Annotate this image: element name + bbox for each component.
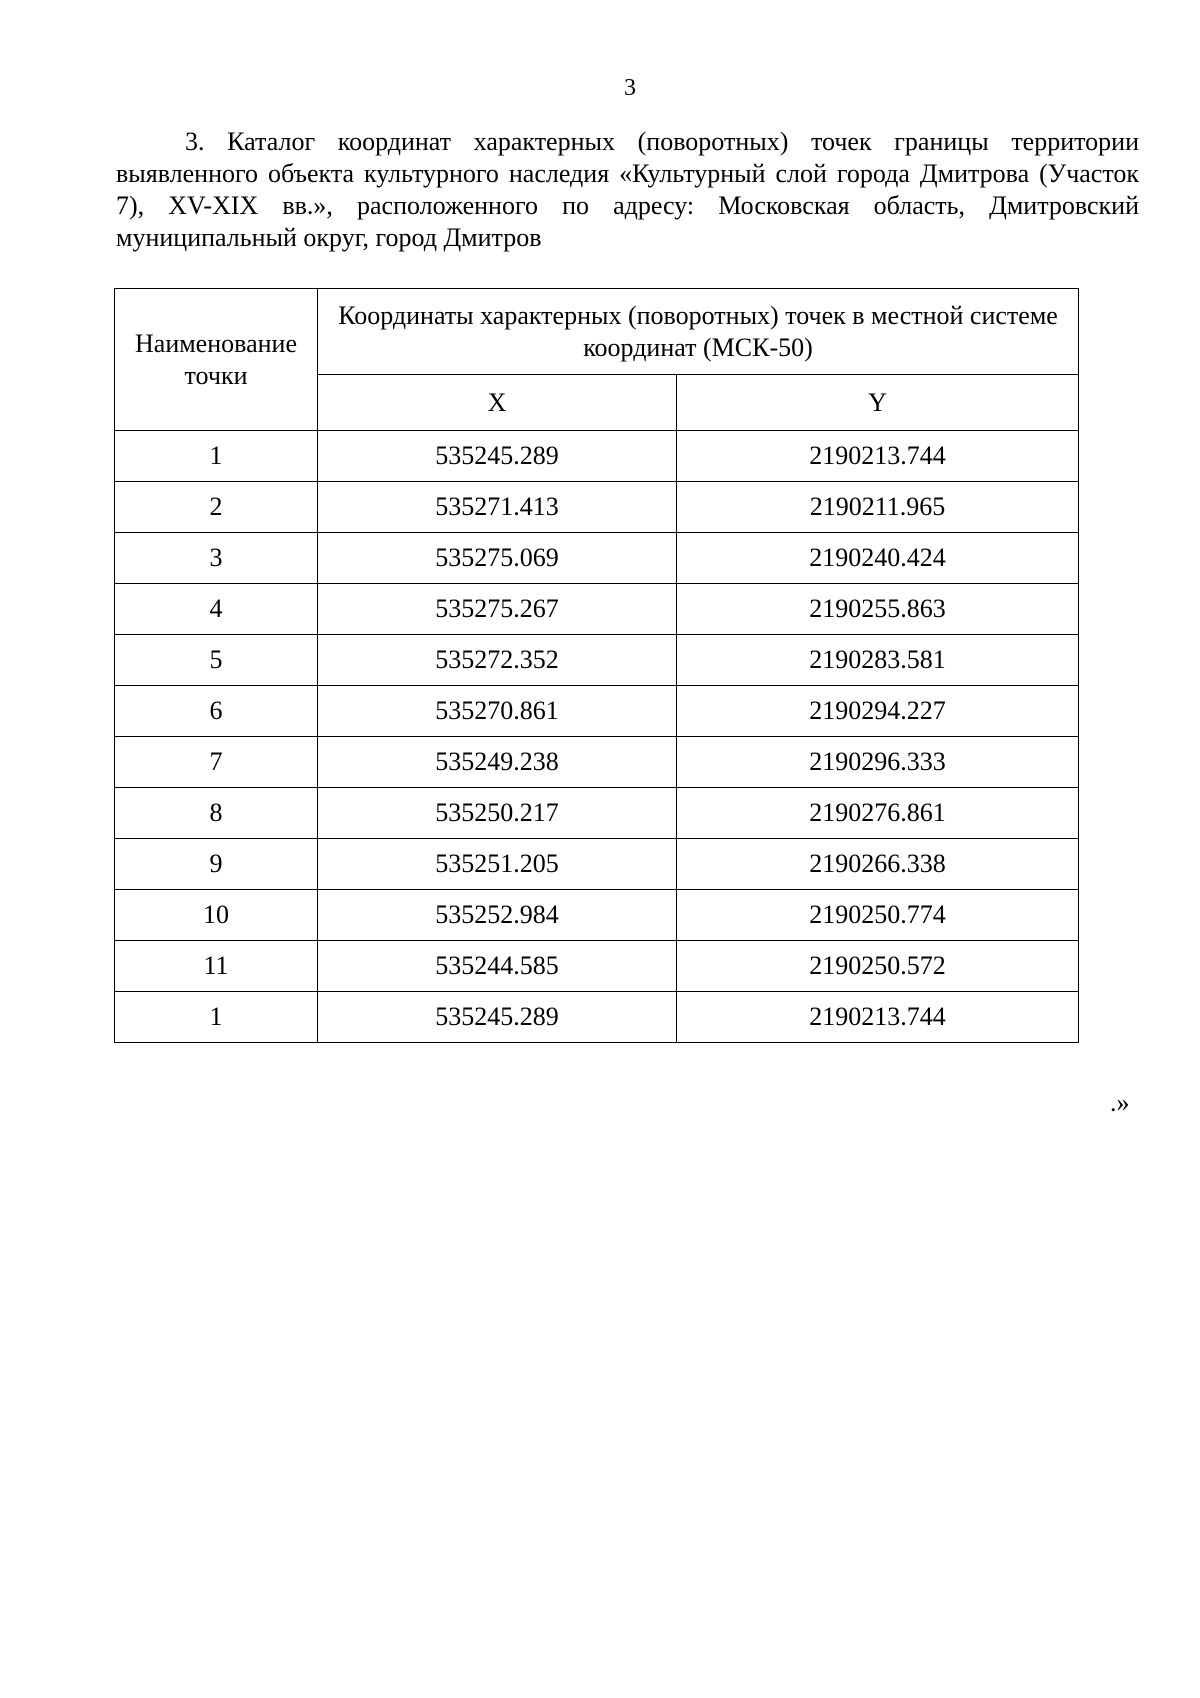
cell-point: 8 bbox=[115, 788, 318, 839]
cell-y: 2190250.774 bbox=[677, 890, 1079, 941]
catalog-intro-paragraph: 3. Каталог координат характерных (поворотных) точек границы территории выявленного объекта культурного наследия «Культурный слой города Дмитрова (Участок 7), XV-XIX вв.», расположенного по адресу: Московская область, Дмитровский муниципальный округ, город Дмитров bbox=[116, 127, 1139, 252]
cell-y: 2190283.581 bbox=[677, 635, 1079, 686]
cell-x: 535275.267 bbox=[318, 584, 677, 635]
cell-x: 535275.069 bbox=[318, 533, 677, 584]
cell-point: 5 bbox=[115, 635, 318, 686]
cell-point: 2 bbox=[115, 482, 318, 533]
cell-point: 1 bbox=[115, 431, 318, 482]
cell-y: 2190276.861 bbox=[677, 788, 1079, 839]
cell-point: 1 bbox=[115, 992, 318, 1043]
table-row bbox=[115, 686, 1079, 737]
coordinates-table bbox=[114, 288, 1079, 1043]
table-row bbox=[115, 584, 1079, 635]
cell-y: 2190213.744 bbox=[677, 992, 1079, 1043]
table-row bbox=[115, 890, 1079, 941]
cell-x: 535251.205 bbox=[318, 839, 677, 890]
header-coordinates: Координаты характерных (поворотных) точек в местной системе координат (МСК-50) bbox=[318, 289, 1079, 375]
table-row bbox=[115, 788, 1079, 839]
cell-y: 2190296.333 bbox=[677, 737, 1079, 788]
cell-x: 535249.238 bbox=[318, 737, 677, 788]
cell-y: 2190250.572 bbox=[677, 941, 1079, 992]
table-row bbox=[115, 941, 1079, 992]
cell-x: 535272.352 bbox=[318, 635, 677, 686]
cell-x: 535245.289 bbox=[318, 431, 677, 482]
header-y: Y bbox=[677, 375, 1079, 431]
cell-y: 2190213.744 bbox=[677, 431, 1079, 482]
cell-x: 535270.861 bbox=[318, 686, 677, 737]
table-row bbox=[115, 431, 1079, 482]
cell-x: 535252.984 bbox=[318, 890, 677, 941]
header-point-name: Наименование точки bbox=[115, 289, 318, 431]
cell-x: 535271.413 bbox=[318, 482, 677, 533]
table-row bbox=[115, 533, 1079, 584]
table-header-row bbox=[115, 289, 1079, 375]
cell-y: 2190255.863 bbox=[677, 584, 1079, 635]
table-row bbox=[115, 839, 1079, 890]
table-body bbox=[115, 431, 1079, 1043]
cell-y: 2190266.338 bbox=[677, 839, 1079, 890]
table-row bbox=[115, 992, 1079, 1043]
cell-x: 535245.289 bbox=[318, 992, 677, 1043]
cell-y: 2190294.227 bbox=[677, 686, 1079, 737]
cell-x: 535244.585 bbox=[318, 941, 677, 992]
cell-x: 535250.217 bbox=[318, 788, 677, 839]
cell-point: 3 bbox=[115, 533, 318, 584]
cell-point: 7 bbox=[115, 737, 318, 788]
cell-y: 2190211.965 bbox=[677, 482, 1079, 533]
header-x: X bbox=[318, 375, 677, 431]
closing-quote-mark: .» bbox=[1110, 1088, 1130, 1117]
table-row bbox=[115, 482, 1079, 533]
cell-point: 11 bbox=[115, 941, 318, 992]
cell-point: 9 bbox=[115, 839, 318, 890]
cell-point: 10 bbox=[115, 890, 318, 941]
table-row bbox=[115, 635, 1079, 686]
cell-y: 2190240.424 bbox=[677, 533, 1079, 584]
cell-point: 6 bbox=[115, 686, 318, 737]
page-number: 3 bbox=[624, 75, 636, 101]
table-row bbox=[115, 737, 1079, 788]
cell-point: 4 bbox=[115, 584, 318, 635]
